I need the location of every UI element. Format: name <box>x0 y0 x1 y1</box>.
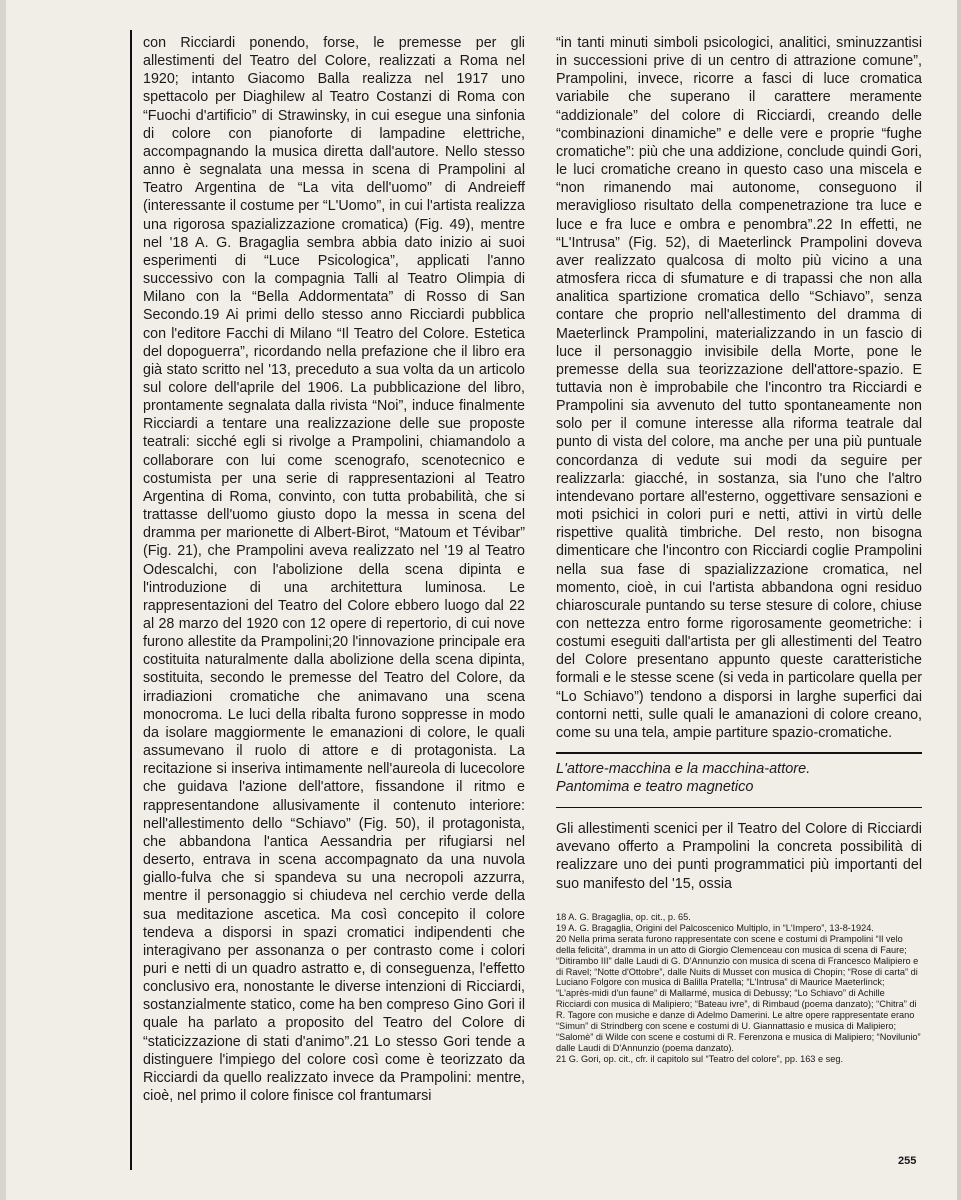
footnote-18: 18 A. G. Bragaglia, op. cit., p. 65. <box>556 912 691 922</box>
vertical-rule <box>130 30 132 1170</box>
section-title-line-2: Pantomima e teatro magnetico <box>556 779 754 796</box>
footnote-21: 21 G. Gori, op. cit., cfr. il capitolo sul “Teatro del colore”, pp. 163 e seg. <box>556 1053 843 1064</box>
body-text-left: con Ricciardi ponendo, forse, le premesse per gli allestimenti del Teatro del Colore, realizzati a Roma nel 1920; intanto Giacomo Balla realizza nel 1917 uno spettacolo per Diaghilew al Teatro Costanzi di Roma con “Fuochi d'artificio” di Strawinsky, in cui esegue una sinfonia di colore con pianoforte di lampadine elettriche, accompagnando la musica diretta dall'autore. Nello stesso anno è segnalata una messa in scena di Prampolini al Teatro Argentina de “La vita dell'uomo” di Andreieff (interessante il costume per “L'Uomo”, in cui l'artista realizza una rigorosa spazializzazione cromatica) (Fig. 49), mentre nel '18 A. G. Bragaglia sembra abbia dato inizio ai suoi esperimenti di “Luce Psicologica”, applicati l'anno successivo con la compagnia Talli al Teatro Olimpia di Milano con la “Bella Addormentata” di Rosso di San Secondo.19 Ai primi dello stesso anno Ricciardi pubblica con l'editore Facchi di Milano “Il Teatro del Colore. Estetica del dopoguerra”, ricordando nella prefazione che il libro era già stato scritto nel '13, preceduto a sua volta da un articolo sul colore dell'aprile del 1906. La pubblicazione del libro, prontamente segnalata dalla rivista “Noi”, induce finalmente Ricciardi a tentare una realizzazione delle sue proposte teatrali: sicché egli si rivolge a Prampolini, chiamandolo a collaborare con lui come scenografo, scenotecnico e costumista per una serie di rappresentazioni al Teatro Argentina di Roma, convinto, con tutta probabilità, che si trattasse dell'uomo giusto dopo la messa in scena del dramma per marionette di Albert-Birot, “Matoum et Tévibar” (Fig. 21), che Prampolini aveva realizzato nel '19 al Teatro Odescalchi, con l'abolizione della scena dipinta e l'introduzione di una architettura luminosa. Le rappresentazioni del Teatro del Colore ebbero luogo dal 22 al 28 marzo del 1920 con 12 opere di repertorio, di cui nove furono allestite da Prampolini;20 l'innovazione principale era costituita naturalmente dalla abolizione della scena dipinta, sostituita, secondo le premesse del Teatro del Colore, da irradiazioni cromatiche che animavano una scena monocroma. Le luci della ribalta furono soppresse in modo da isolare maggiormente le emanazioni di colore, le quali assumevano il ruolo di attore e di protagonista. La recitazione si inseriva intimamente nell'aureola di lucecolore che guidava l'azione dell'attore, fissandone il ritmo e rappresentandone allusivamente il contenuto interiore: nell'allestimento dello “Schiavo” (Fig. 50), il protagonista, che abbandona l'antica Aessandria per rifugiarsi nel deserto, entrava in scena accompagnato da una nuvola giallo-fulva che si spandeva su una necropoli azzurra, mentre il personaggio si chiudeva nel cerchio verde della sua meditazione ascetica. Ma così concepito il colore tendeva a disporsi in spazi cromatici indipendenti che interagivano per assonanza o per contrasto come i colori puri e netti di un quadro astratto e, di conseguenza, l'effetto conclusivo era, nonostante le diverse intenzioni di Ricciardi, sostanzialmente statico, come ha ben compreso Gino Gori il quale ha parlato a proposito del Teatro del Colore di “staticizzazione di stati d'animo”.21 Lo stesso Gori tende a distinguere l'impiego del colore così come è teorizzato da Ricciardi da quello realizzato invece da Prampolini: mentre, cioè, nel primo il colore finisce col frantumarsi <box>143 35 525 1105</box>
body-text-right: “in tanti minuti simboli psicologici, analitici, sminuzzantisi in successioni prive di un centro di attrazione comune”, Prampolini, invece, ricorre a fasci di luce cromatica variabile che superano il carattere meramente “addizionale” del colore di Ricciardi, creando delle “combinazioni dinamiche” e delle vere e proprie “fughe cromatiche”: più che una addizione, conclude quindi Gori, le luci cromatiche creano in questo caso una miscela e “non rimanendo mai autonome, conseguono il meraviglioso risultato della compenetrazione tra luce e luce e fra luce e ombra e penombra”.22 In effetti, ne “L'Intrusa” (Fig. 52), di Maeterlinck Prampolini doveva aver realizzato qualcosa di molto più vicino a una atmosfera ricca di sfumature e di trapassi che non alla analitica spartizione cromatica dello “Schiavo”, senza contare che proprio nell'allestimento del dramma di Maeterlinck Prampolini, materializzando in un fascio di luce il personaggio invisibile della Morte, pone le premesse della sua teorizzazione dell'attore-spazio. E tuttavia non è improbabile che l'incontro tra Ricciardi e Prampolini sia avvenuto del tutto spontaneamente non solo per il comune interesse alla riforma teatrale dal punto di vista del colore, ma anche per una più puntuale concordanza di vedute sui modi da seguire per realizzarla: giacché, in sostanza, sia l'uno che l'altro intendevano portare all'esterno, oggettivare sensazioni e moti psichici in colori puri e netti, attivi in virtù delle rispettive qualità timbriche. Del resto, non bisogna dimenticare che l'incontro con Ricciardi coglie Prampolini nella sua fase di spazializzazione cromatica, nel momento, cioè, in cui l'artista abbandona ogni residuo chiaroscurale puntando su terse stesure di colore, chiuse con nettezza entro forme rigorosamente geometriche: i costumi eseguiti dall'artista per gli allestimenti del Teatro del Colore presentano appunto queste caratteristiche formali e le stesse scene (si veda in particolare quella per “Lo Schiavo”) tendono a disporsi in larghe superfici dai contorni netti, sulle quali le amanazioni di colore creano, come su una tela, ampie partiture spazio-cromatiche. <box>556 35 922 741</box>
right-column <box>556 34 922 893</box>
scan-edge-right <box>957 0 961 1200</box>
section-rule-bottom <box>556 807 922 809</box>
section-title <box>556 760 922 797</box>
section-rule <box>556 752 922 754</box>
page-number: 255 <box>898 1155 917 1167</box>
footnote-19: 19 A. G. Bragaglia, Origini del Palcoscenico Multiplo, in “L'Impero”, 13-8-1924. <box>556 922 874 933</box>
section-intro: Gli allestimenti scenici per il Teatro del Colore di Ricciardi avevano offerto a Prampolini la concreta possibilità di realizzare uno dei punti programmatici più importanti del suo manifesto del '15, ossia <box>556 821 922 892</box>
scan-edge-left <box>0 0 6 1200</box>
footnotes <box>556 912 922 1065</box>
footnote-20: 20 Nella prima serata furono rappresentate con scene e costumi di Prampolini “Il velo della felicità”, dramma in un atto di Giorgio Clemenceau con musica di scena di Faure; “Ditirambo III” dalle Laudi di G. D'Annunzio con musica di scena di Francesco Malipiero e di Ravel; “Notte d'Ottobre”, dalle Nuits di Musset con musica di Chopin; “Rose di carta” di Luciano Folgore con musica di Balilla Pratella; “L'Intrusa” di Maurice Maeterlinck; “L'après-midi d'un faune” di Mallarmé, musica di Debussy; “Lo Schiavo” di Achille Ricciardi con musica di Malipiero; “Bateau ivre”, di Rimbaud (poema danzato); “Chitra” di R. Tagore con musiche e danze di Adelmo Damerini. Le altre opere rappresentate erano “Simun” di Strindberg con scene e costumi di U. Giannattasio e musica di Malipiero; “Salomè” di Wilde con scene e costumi di R. Ferenzona e musica di Malipiero; “Novilunio” dalle Laudi di D'Annunzio (poema danzato). <box>556 933 921 1053</box>
left-column <box>143 34 525 1105</box>
section-title-line-1: L'attore-macchina e la macchina-attore. <box>556 760 811 777</box>
